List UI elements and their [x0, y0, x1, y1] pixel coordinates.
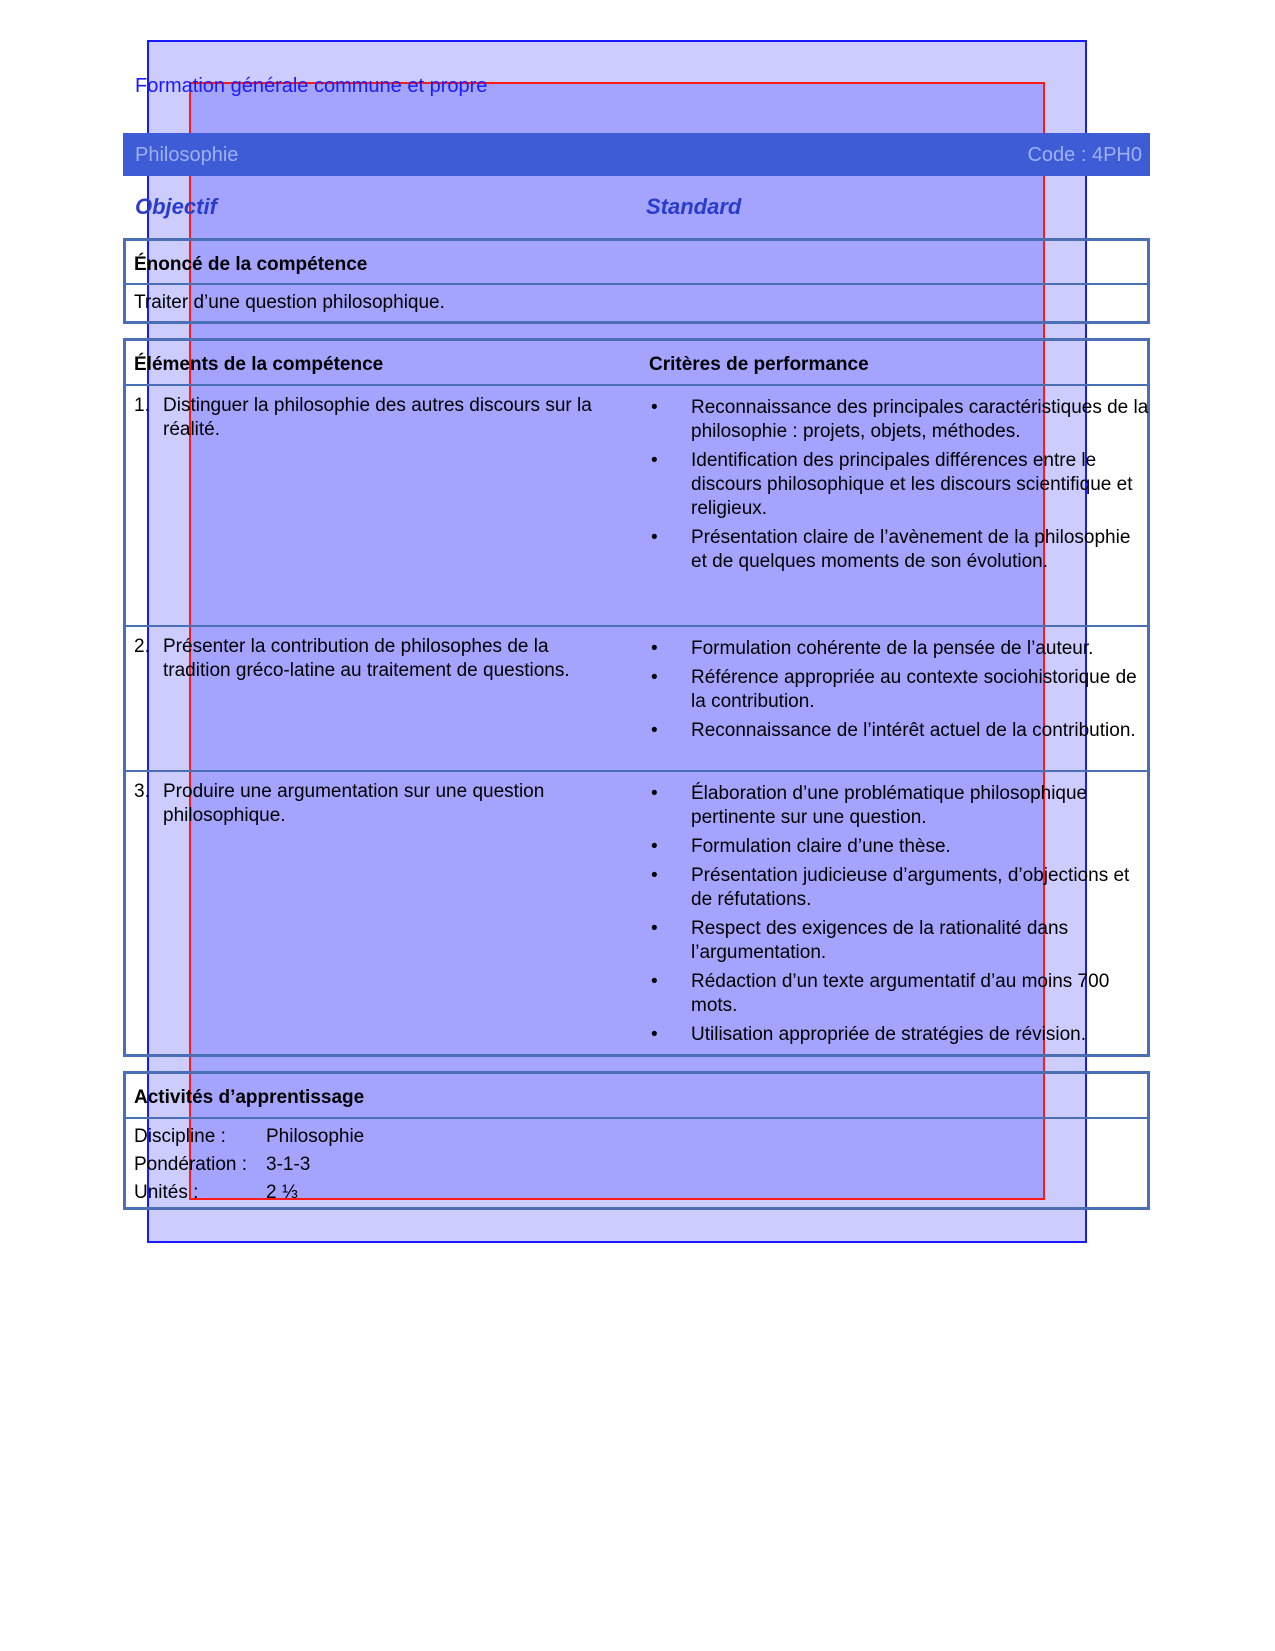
bullet-icon: •	[651, 450, 658, 471]
criterion-text: Élaboration d’une problématique philosophique pertinente sur une question.	[691, 783, 1088, 828]
ponderation-label: Pondération :	[134, 1154, 248, 1175]
criteria-list	[649, 396, 1149, 579]
criteria-list	[649, 637, 1149, 748]
activities-heading-row	[126, 1074, 1147, 1119]
bullet-icon: •	[651, 918, 658, 939]
criterion-text: Reconnaissance des principales caractéristiques de la philosophie : projets, objets, méthodes.	[691, 397, 1149, 442]
list-item	[649, 864, 1149, 912]
list-item	[649, 449, 1149, 521]
learning-activities-box	[123, 1071, 1150, 1210]
ponderation-value: 3-1-3	[266, 1154, 311, 1175]
list-item	[649, 782, 1149, 830]
bullet-icon: •	[651, 667, 658, 688]
elements-criteria-table	[123, 338, 1150, 1057]
course-code: Code : 4PH0	[1027, 144, 1142, 166]
competence-statement-box	[123, 238, 1150, 324]
units-label: Unités :	[134, 1182, 199, 1203]
list-item	[649, 666, 1149, 714]
criterion-text: Reconnaissance de l’intérêt actuel de la contribution.	[691, 720, 1136, 741]
list-item	[649, 396, 1149, 444]
statement-text: Traiter d’une question philosophique.	[134, 292, 445, 313]
discipline-value: Philosophie	[266, 1126, 365, 1147]
statement-heading: Énoncé de la compétence	[134, 254, 368, 275]
criterion-text: Utilisation appropriée de stratégies de révision.	[691, 1024, 1086, 1045]
section-title: Formation générale commune et propre	[135, 75, 488, 97]
list-item	[649, 970, 1149, 1018]
element-number: 3.	[134, 781, 150, 802]
discipline-label: Discipline :	[134, 1126, 226, 1147]
criterion-text: Présentation claire de l’avènement de la philosophie et de quelques moments de son évolution.	[691, 527, 1131, 572]
criterion-text: Formulation claire d’une thèse.	[691, 836, 951, 857]
element-description: Présenter la contribution de philosophes de la tradition gréco-latine au traitement de questions.	[163, 636, 570, 681]
criterion-text: Formulation cohérente de la pensée de l’auteur.	[691, 638, 1094, 659]
list-item	[649, 917, 1149, 965]
element-number: 1.	[134, 395, 150, 416]
elements-table-header	[126, 341, 1147, 386]
element-text	[134, 394, 604, 442]
list-item	[649, 835, 1149, 859]
criterion-text: Présentation judicieuse d’arguments, d’objections et de réfutations.	[691, 865, 1130, 910]
bullet-icon: •	[651, 971, 658, 992]
bullet-icon: •	[651, 397, 658, 418]
table-row	[126, 386, 1147, 627]
bullet-icon: •	[651, 720, 658, 741]
statement-text-row	[126, 285, 1147, 321]
element-description: Distinguer la philosophie des autres discours sur la réalité.	[163, 395, 592, 440]
criteria-list	[649, 782, 1149, 1052]
course-header	[123, 133, 1150, 176]
units-value: 2 ⅓	[266, 1182, 298, 1203]
statement-heading-row	[126, 241, 1147, 285]
course-name: Philosophie	[135, 144, 239, 166]
criterion-text: Respect des exigences de la rationalité dans l’argumentation.	[691, 918, 1069, 963]
list-item	[649, 637, 1149, 661]
bullet-icon: •	[651, 783, 658, 804]
activities-heading: Activités d’apprentissage	[134, 1087, 365, 1108]
bullet-icon: •	[651, 1024, 658, 1045]
element-text	[134, 780, 604, 828]
element-description: Produire une argumentation sur une question philosophique.	[163, 781, 545, 826]
table-row	[126, 772, 1147, 1054]
criterion-text: Référence appropriée au contexte sociohistorique de la contribution.	[691, 667, 1137, 712]
bullet-icon: •	[651, 836, 658, 857]
elements-column-header: Éléments de la compétence	[134, 354, 384, 375]
bullet-icon: •	[651, 865, 658, 886]
bullet-icon: •	[651, 638, 658, 659]
standard-heading: Standard	[646, 194, 742, 219]
criteria-column-header: Critères de performance	[649, 354, 869, 375]
criterion-text: Rédaction d’un texte argumentatif d’au moins 700 mots.	[691, 971, 1110, 1016]
element-number: 2.	[134, 636, 150, 657]
objective-heading: Objectif	[135, 194, 217, 219]
activities-details-row	[126, 1119, 1147, 1207]
table-row	[126, 627, 1147, 772]
list-item	[649, 719, 1149, 743]
list-item	[649, 526, 1149, 574]
bullet-icon: •	[651, 527, 658, 548]
criterion-text: Identification des principales différences entre le discours philosophique et les discours scientifique et religieux.	[691, 450, 1133, 519]
list-item	[649, 1023, 1149, 1047]
element-text	[134, 635, 604, 683]
